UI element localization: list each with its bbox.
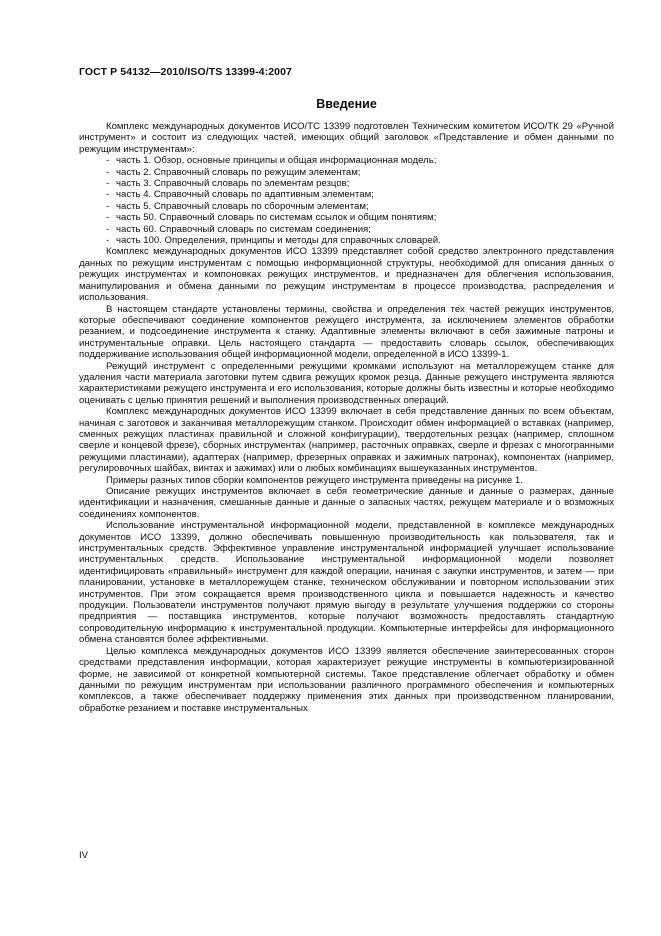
list-item: - часть 3. Справочный словарь по элементам резцов; [106,178,350,190]
list-item-text: часть 50. Справочный словарь по системам ссылок и общим понятиям; [116,212,437,224]
section-title: Введение [316,97,377,111]
body-paragraph: В настоящем стандарте установлены термины, свойства и определения тех частей режущих инструментов, которые обеспечивают соединение компонентов режущего инструмента, за исключением элементов обработки резанием, и подсоединение инструмента к станку. Адаптивные элементы включают в себя зажимные патроны и инструментальные оправки. Цель настоящего стандарта — предоставить словарь ссылок, обеспечивающих поддерживание использования общей информационной модели, определенной в ИСО 13399-1. [79,303,614,361]
list-item-text: часть 60. Справочный словарь по системам соединения; [116,223,371,235]
body-paragraph: Описание режущих инструментов включает в себя геометрические данные и данные о размерах, данные идентификации и назначения, смешанные данные и данные о запасных частях, режущем материале и о возможных соединениях компонентов. [79,486,614,520]
standard-header: ГОСТ Р 54132—2010/ISO/TS 13399-4:2007 [79,66,292,78]
list-item: - часть 4. Справочный словарь по адаптивным элементам; [106,189,374,201]
body-paragraph: Режущий инструмент с определенными режущими кромками используют на металлорежущем станке для удаления части материала заготовки путем сдвига режущих кромок резца. Данные режущего инструмента являются характеристиками режущего инструмента и его использования, которые должны быть известны и которые необходимо оценивать с целью принятия решений и выполнения производственных операций. [79,360,614,406]
body-paragraph: Целью комплекса международных документов ИСО 13399 является обеспечение заинтересованных сторон средствами представления информации, которая характеризует режущие инструменты в компьютеризированной форме, не зависимой от конкретной компьютерной системы. Такое представление облегчает обработку и обмен данными по режущим инструментам при использовании различного программного обеспечения и компьютерных комплексов, а также обеспечивает поддержку применения этих данных при производственном планировании, обработке резанием и поставке инструментальных [79,645,614,714]
list-item: - часть 1. Обзор, основные принципы и общая информационная модель; [106,155,437,167]
list-item: - часть 5. Справочный словарь по сборочным элементам; [106,200,369,212]
body-paragraph: Комплекс международных документов ИСО 13399 включает в себя представление данных по всем объектам, начиная с заготовок и заканчивая металлорежущим станком. Происходит обмен информацией о вставках (например, сменных режущих пластинах правильной и сложной конфигурации), твердотельных резцах (например, сплошном сверле и концевой фрезе), сборных инструментах (например, расточных оправках, сверле и фрезах с многогранными режущими пластинами), адаптерах (например, фрезерных оправках и зажимных патронах), компонентах (например, регулировочных шайбах, винтах и зажимах) или о любых комбинациях вышеуказанных инструментов. [79,406,614,475]
intro-paragraph: Комплекс международных документов ИСО/ТС 13399 подготовлен Техническим комитетом ИСО/ТК 29 «Ручной инструмент» и состоит из следующих частей, имеющих общий заголовок «Представление и обмен данными по режущим инструментам»: [79,121,614,155]
page-number: IV [79,850,89,861]
list-item-text: часть 3. Справочный словарь по элементам резцов; [116,178,350,190]
body-paragraph: Примеры разных типов сборки компонентов режущего инструмента приведены на рисунке 1. [106,474,523,486]
list-item-text: часть 5. Справочный словарь по сборочным элементам; [116,200,369,212]
list-item: - часть 50. Справочный словарь по системам ссылок и общим понятиям; [106,212,437,224]
body-paragraph: Комплекс международных документов ИСО 13399 представляет собой средство электронного представления данных по режущим инструментам с помощью информационной структуры, необходимой для описания данных о режущих инструментах и компоновках режущих инструментов, и предназначен для облегчения использования, манипулирования и обмена данными по режущим инструментам в процессе производства, распределения и использования. [79,246,614,304]
parts-list [79,155,614,246]
list-item: - часть 100. Определения, принципы и методы для справочных словарей. [106,235,441,247]
list-item-text: часть 1. Обзор, основные принципы и общая информационная модель; [116,155,437,167]
list-item: - часть 60. Справочный словарь по системам соединения; [106,223,371,235]
list-item-text: часть 100. Определения, принципы и методы для справочных словарей. [116,235,441,247]
document-body [79,121,614,714]
list-item-text: часть 2. Справочный словарь по режущим элементам; [116,166,361,178]
list-item: - часть 2. Справочный словарь по режущим элементам; [106,166,361,178]
list-item-text: часть 4. Справочный словарь по адаптивным элементам; [116,189,374,201]
body-paragraph: Использование инструментальной информационной модели, представленной в комплексе международных документов ИСО 13399, должно обеспечивать повышенную производительность как пользователя, так и инструментальных средств. Эффективное управление инструментальной информацией улучшает использование инструментальных средств. Использование инструментальной информационной модели позволяет идентифицировать «правильный» инструмент для каждой операции, начиная с закупки инструментов, и затем — при планировании, установке в металлорежущем станке, техническом обслуживании и повторном использовании этих инструментов. При этом сокращается время производственного цикла и повышается надежность и качество продукции. Пользователи инструментов получают прямую выгоду в результате улучшения поддержки со стороны предприятия — поставщика инструментов, которые получают возможность предоставлять стандартную сопроводительную информацию к инструментальной продукции. Компьютерные интерфейсы для информационного обмена становятся более эффективными. [79,520,614,646]
